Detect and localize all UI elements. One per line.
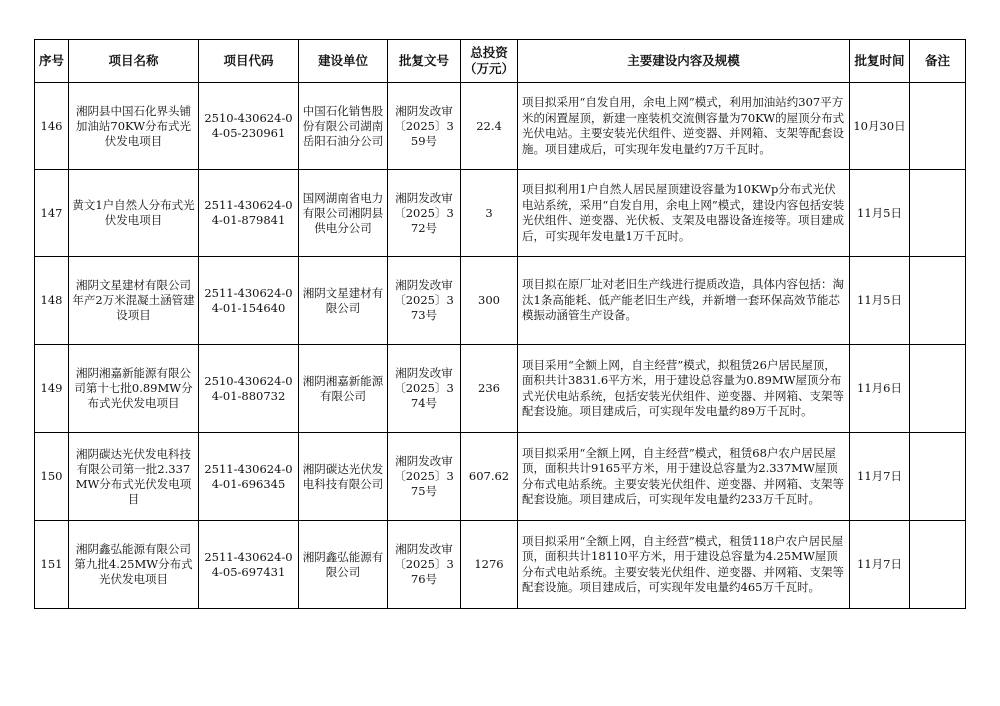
cell-main-content: 项目拟利用1户自然人居民屋顶建设容量为10KWp分布式光伏电站系统，采用“自发自用，余电上网”模式，建设内容包括安装光伏组件、逆变器、光伏板、支架及电器设备连接等。项目建成后，可实现年发电量1万千瓦时。 [518,170,850,257]
cell-construction-unit: 湘阴文星建材有限公司 [299,257,388,345]
header-no: 序号 [35,40,69,83]
header-approval-number: 批复文号 [388,40,461,83]
cell-construction-unit: 湘阴碳达光伏发电科技有限公司 [299,433,388,521]
header-investment-line1: 总投资 [470,45,508,60]
cell-project-code: 2510-430624-04-01-880732 [199,345,299,433]
cell-main-content: 项目拟采用“全额上网，自主经营”模式，租赁118户农户居民屋顶，面积共计18110平方米，用于建设总容量为4.25MW屋顶分布式电站系统。主要安装光伏组件、逆变器、并网箱、支架等配套设施。项目建成后，可实现年发电量约465万千瓦时。 [518,521,850,609]
cell-no: 146 [35,83,69,170]
cell-construction-unit: 中国石化销售股份有限公司湖南岳阳石油分公司 [299,83,388,170]
table-row [35,257,966,345]
cell-remark [910,433,966,521]
cell-main-content: 项目拟采用“全额上网，自主经营”模式，租赁68户农户居民屋顶，面积共计9165平方米，用于建设总容量为2.337MW屋顶分布式电站系统。主要安装光伏组件、逆变器、并网箱、支架等配套设施。项目建成后，可实现年发电量约233万千瓦时。 [518,433,850,521]
cell-approval-number: 湘阴发改审〔2025〕373号 [388,257,461,345]
cell-main-content: 项目采用“全额上网，自主经营”模式，拟租赁26户居民屋顶，面积共计3831.6平方米，用于建设总容量为0.89MW屋顶分布式光伏电站系统，包括安装光伏组件、逆变器、并网箱、支架等配套设施。项目建成后，可实现年发电量约89万千瓦时。 [518,345,850,433]
header-approval-date: 批复时间 [850,40,910,83]
cell-approval-date: 11月5日 [850,170,910,257]
table-row [35,433,966,521]
table-row [35,345,966,433]
cell-approval-number: 湘阴发改审〔2025〕375号 [388,433,461,521]
cell-remark [910,345,966,433]
cell-project-name: 湘阴湘嘉新能源有限公司第十七批0.89MW分布式光伏发电项目 [69,345,199,433]
cell-project-name: 湘阴县中国石化界头铺加油站70KW分布式光伏发电项目 [69,83,199,170]
header-remark: 备注 [910,40,966,83]
cell-no: 148 [35,257,69,345]
header-main-content: 主要建设内容及规模 [518,40,850,83]
cell-project-name: 湘阴碳达光伏发电科技有限公司第一批2.337MW分布式光伏发电项目 [69,433,199,521]
project-approval-table [34,39,966,609]
cell-construction-unit: 湘阴鑫弘能源有限公司 [299,521,388,609]
cell-remark [910,521,966,609]
cell-construction-unit: 国网湖南省电力有限公司湘阴县供电分公司 [299,170,388,257]
cell-main-content: 项目拟采用“自发自用，余电上网”模式，利用加油站约307平方米的闲置屋顶，新建一座装机交流侧容量为70KW的屋顶分布式光伏电站。主要安装光伏组件、逆变器、并网箱、支架等配套设施。项目建成后，可实现年发电量约7万千瓦时。 [518,83,850,170]
cell-total-investment: 607.62 [461,433,518,521]
cell-construction-unit: 湘阴湘嘉新能源有限公司 [299,345,388,433]
cell-total-investment: 236 [461,345,518,433]
header-construction-unit: 建设单位 [299,40,388,83]
cell-approval-date: 10月30日 [850,83,910,170]
table-row [35,170,966,257]
header-project-name: 项目名称 [69,40,199,83]
header-total-investment [461,40,518,83]
cell-total-investment: 22.4 [461,83,518,170]
cell-remark [910,257,966,345]
cell-project-code: 2511-430624-04-01-154640 [199,257,299,345]
cell-project-code: 2510-430624-04-05-230961 [199,83,299,170]
cell-total-investment: 1276 [461,521,518,609]
cell-remark [910,170,966,257]
cell-remark [910,83,966,170]
cell-approval-date: 11月6日 [850,345,910,433]
cell-project-name: 湘阴文星建材有限公司年产2万米混凝土涵管建设项目 [69,257,199,345]
header-project-code: 项目代码 [199,40,299,83]
cell-approval-date: 11月7日 [850,433,910,521]
cell-approval-date: 11月5日 [850,257,910,345]
cell-project-name: 黄文1户自然人分布式光伏发电项目 [69,170,199,257]
cell-project-code: 2511-430624-04-01-696345 [199,433,299,521]
cell-no: 151 [35,521,69,609]
cell-approval-number: 湘阴发改审〔2025〕359号 [388,83,461,170]
cell-main-content: 项目拟在原厂址对老旧生产线进行提质改造，具体内容包括：淘汰1条高能耗、低产能老旧生产线，并新增一套环保高效节能芯模振动涵管生产设备。 [518,257,850,345]
table-row [35,83,966,170]
cell-approval-number: 湘阴发改审〔2025〕376号 [388,521,461,609]
cell-approval-number: 湘阴发改审〔2025〕372号 [388,170,461,257]
header-investment-line2: （万元） [464,61,515,76]
cell-project-code: 2511-430624-04-05-697431 [199,521,299,609]
cell-project-name: 湘阴鑫弘能源有限公司第九批4.25MW分布式光伏发电项目 [69,521,199,609]
cell-no: 149 [35,345,69,433]
table-header-row [35,40,966,83]
cell-no: 150 [35,433,69,521]
cell-total-investment: 300 [461,257,518,345]
cell-approval-date: 11月7日 [850,521,910,609]
table-row [35,521,966,609]
cell-no: 147 [35,170,69,257]
cell-approval-number: 湘阴发改审〔2025〕374号 [388,345,461,433]
cell-total-investment: 3 [461,170,518,257]
cell-project-code: 2511-430624-04-01-879841 [199,170,299,257]
